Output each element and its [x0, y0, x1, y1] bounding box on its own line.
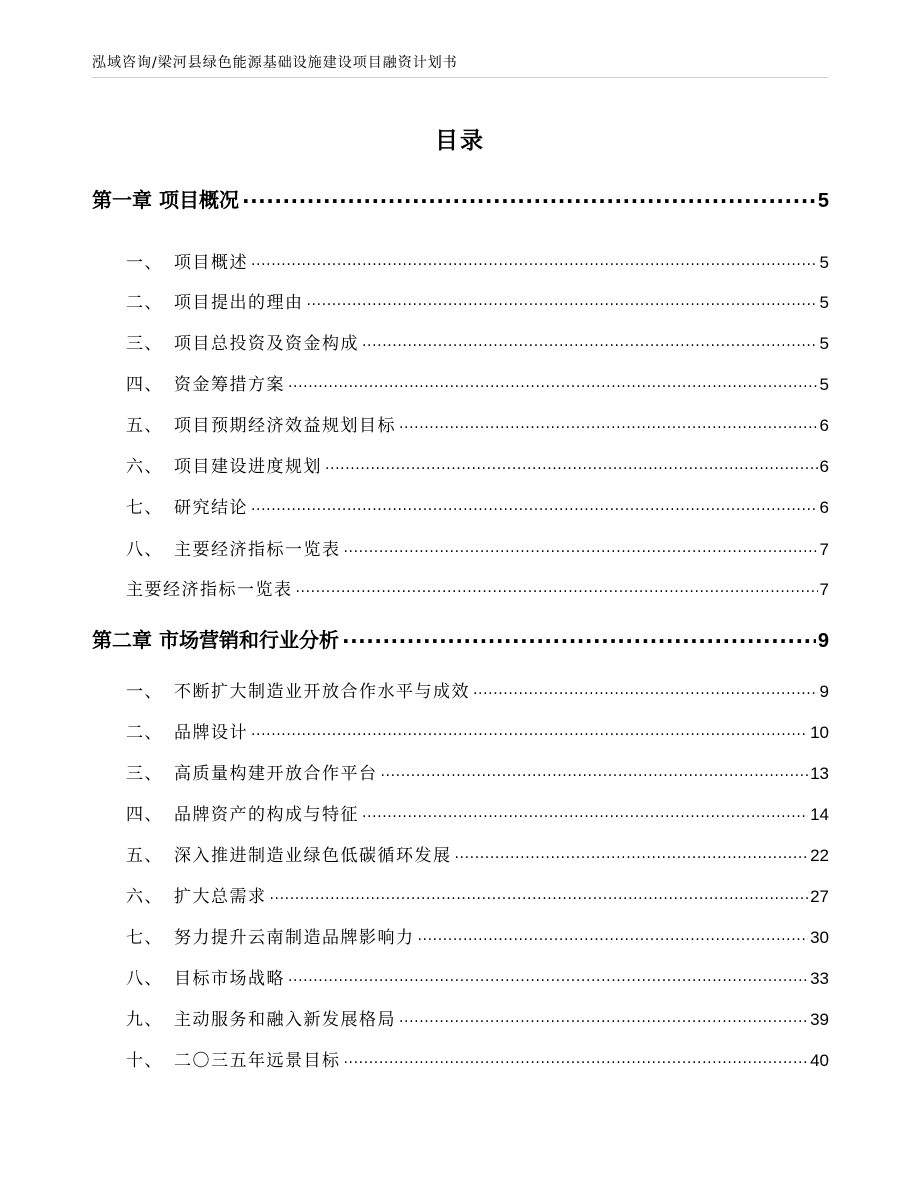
toc-page-number: 5	[819, 334, 829, 353]
toc-entry-label: 目标市场战略	[174, 969, 285, 989]
toc-page-number: 5	[817, 190, 829, 212]
toc-entry-number: 五、	[126, 846, 163, 866]
toc-entry[interactable]	[126, 841, 829, 866]
toc-entry-number: 四、	[126, 375, 163, 395]
toc-entry-number: 三、	[126, 334, 163, 354]
toc-entry-number: 三、	[126, 764, 163, 784]
toc-page-number: 5	[819, 253, 829, 272]
toc-chapter-2[interactable]	[92, 624, 829, 653]
toc-entry[interactable]	[126, 677, 829, 702]
toc-entry[interactable]	[126, 882, 829, 907]
dot-leader	[270, 885, 809, 902]
toc-page-number: 9	[819, 682, 829, 701]
toc-entry-label: 主要经济指标一览表	[174, 540, 341, 560]
dot-leader	[296, 578, 818, 595]
toc-entry-number: 一、	[126, 253, 163, 273]
toc-entry[interactable]	[126, 370, 829, 395]
toc-entry-label: 高质量构建开放合作平台	[174, 764, 378, 784]
toc-entry-number: 七、	[126, 498, 163, 518]
dot-leader	[288, 967, 808, 984]
dot-leader	[362, 803, 808, 820]
toc-entry[interactable]	[126, 575, 829, 600]
dot-leader	[399, 1008, 808, 1025]
dot-leader	[344, 538, 818, 555]
toc-entry[interactable]	[126, 964, 829, 989]
toc-entry-number: 一、	[126, 682, 163, 702]
toc-entry-label: 项目提出的理由	[174, 293, 304, 313]
toc-page-number: 14	[810, 805, 829, 824]
toc-entry-label: 扩大总需求	[174, 887, 267, 907]
toc-page-number: 7	[819, 580, 829, 599]
toc-entry-number: 二、	[126, 723, 163, 743]
toc-entry-label: 第一章 项目概况	[92, 188, 239, 212]
toc-entry-number: 九、	[126, 1010, 163, 1030]
toc-page-number: 13	[810, 764, 829, 783]
dot-leader	[325, 455, 818, 472]
toc-page-number: 39	[810, 1010, 829, 1029]
toc-page-number: 7	[819, 540, 829, 559]
toc-entry-label: 不断扩大制造业开放合作水平与成效	[174, 682, 470, 702]
dot-leader	[362, 332, 818, 349]
table-of-contents	[92, 0, 829, 1191]
toc-entry-label: 品牌设计	[174, 723, 248, 743]
toc-entry-label: 主要经济指标一览表	[126, 580, 293, 600]
toc-entry-label: 第二章 市场营销和行业分析	[92, 628, 339, 652]
dot-leader	[473, 680, 818, 697]
toc-entry-label: 项目预期经济效益规划目标	[174, 416, 396, 436]
toc-entry[interactable]	[126, 718, 829, 743]
toc-title: 目录	[435, 128, 485, 154]
page-header: 泓域咨询/梁河县绿色能源基础设施建设项目融资计划书	[92, 55, 458, 71]
dot-leader	[251, 721, 808, 738]
toc-page-number: 30	[810, 928, 829, 947]
toc-entry[interactable]	[126, 452, 829, 477]
toc-page-number: 10	[810, 723, 829, 742]
toc-entry[interactable]	[126, 923, 829, 948]
toc-entry-label: 深入推进制造业绿色低碳循环发展	[174, 846, 452, 866]
toc-entry-number: 五、	[126, 416, 163, 436]
toc-entry[interactable]	[126, 248, 829, 273]
toc-entry-number: 十、	[126, 1051, 163, 1071]
toc-page-number: 5	[819, 375, 829, 394]
toc-entry[interactable]	[126, 1005, 829, 1030]
dot-leader	[307, 291, 818, 308]
toc-entry-label: 项目概述	[174, 253, 248, 273]
dot-leader	[399, 414, 818, 431]
toc-entry[interactable]	[126, 329, 829, 354]
toc-entry[interactable]	[126, 800, 829, 825]
dot-leader	[251, 251, 818, 268]
toc-entry[interactable]	[126, 411, 829, 436]
toc-entry-label: 主动服务和融入新发展格局	[174, 1010, 396, 1030]
dot-leader	[381, 762, 809, 779]
toc-chapter-1[interactable]	[92, 184, 829, 213]
toc-entry-number: 七、	[126, 928, 163, 948]
toc-entry[interactable]	[126, 535, 829, 560]
toc-page-number: 27	[810, 887, 829, 906]
dot-leader	[251, 496, 818, 513]
toc-entry-number: 六、	[126, 457, 163, 477]
dot-leader	[344, 1049, 809, 1066]
toc-entry-label: 努力提升云南制造品牌影响力	[174, 928, 415, 948]
toc-page-number: 40	[810, 1051, 829, 1070]
toc-entry-number: 八、	[126, 540, 163, 560]
dot-leader	[342, 627, 816, 647]
toc-entry-label: 项目总投资及资金构成	[174, 334, 359, 354]
toc-entry-number: 六、	[126, 887, 163, 907]
toc-entry-number: 四、	[126, 805, 163, 825]
toc-entry[interactable]	[126, 1046, 829, 1071]
toc-entry-number: 二、	[126, 293, 163, 313]
dot-leader	[242, 187, 816, 207]
toc-page-number: 6	[819, 498, 829, 517]
toc-entry[interactable]	[126, 493, 829, 518]
toc-entry-label: 研究结论	[174, 498, 248, 518]
toc-entry[interactable]	[126, 288, 829, 313]
toc-entry-number: 八、	[126, 969, 163, 989]
toc-page-number: 33	[810, 969, 829, 988]
toc-entry-label: 资金筹措方案	[174, 375, 285, 395]
toc-entry-label: 二〇三五年远景目标	[174, 1051, 341, 1071]
toc-page-number: 9	[817, 630, 829, 652]
toc-entry-label: 项目建设进度规划	[174, 457, 322, 477]
dot-leader	[455, 844, 809, 861]
toc-page-number: 6	[819, 416, 829, 435]
dot-leader	[288, 373, 818, 390]
toc-entry[interactable]	[126, 759, 829, 784]
toc-page-number: 22	[810, 846, 829, 865]
toc-page-number: 6	[819, 457, 829, 476]
toc-entry-label: 品牌资产的构成与特征	[174, 805, 359, 825]
toc-page-number: 5	[819, 293, 829, 312]
dot-leader	[418, 926, 809, 943]
